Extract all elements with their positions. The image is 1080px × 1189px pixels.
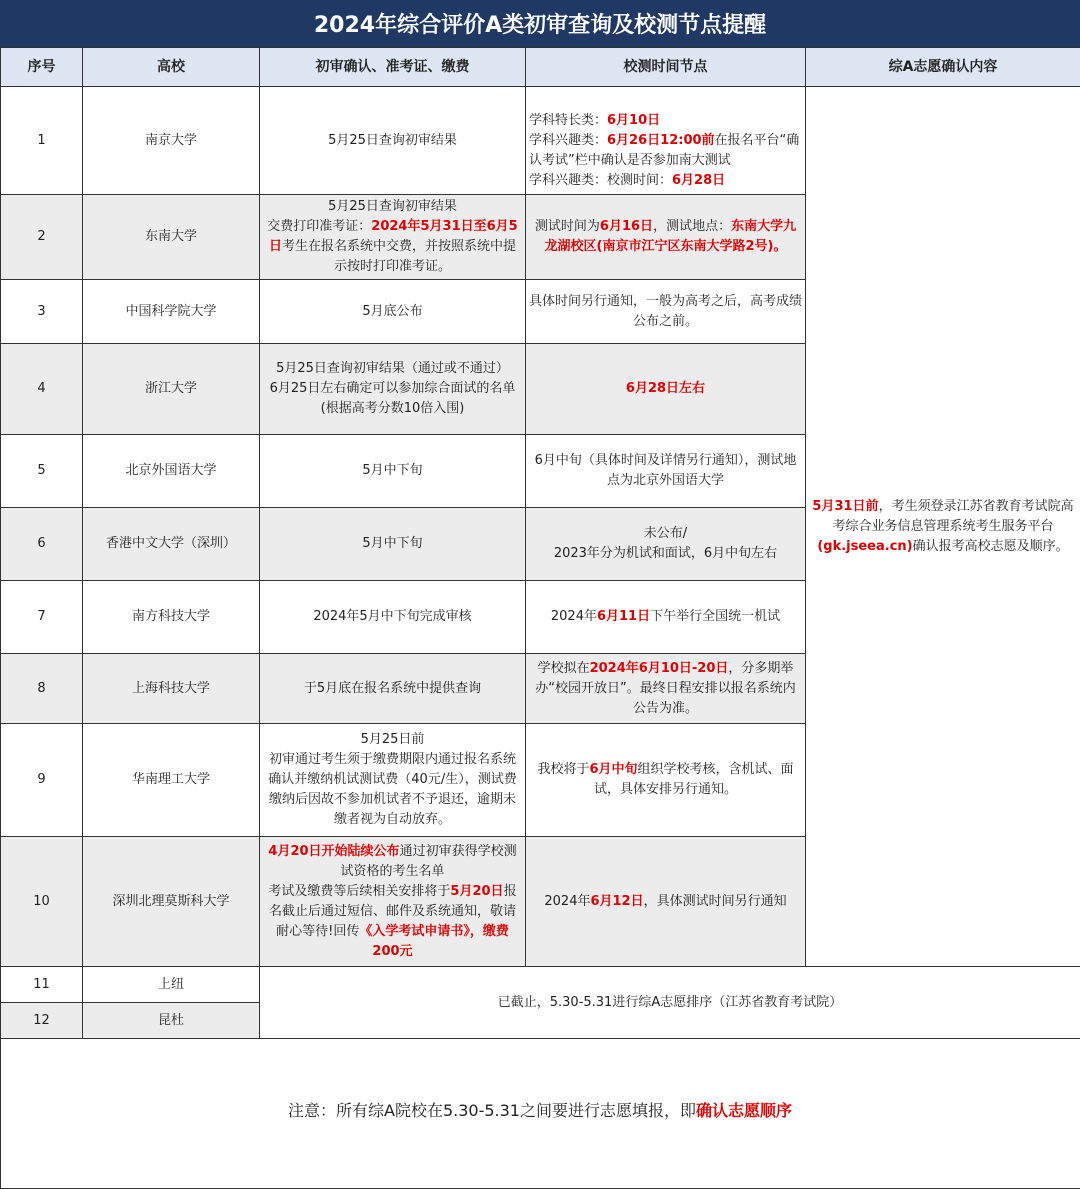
cell-no: 5 xyxy=(1,435,83,508)
review-text: 5月中下旬 xyxy=(362,536,422,551)
cell-no: 2 xyxy=(1,195,83,280)
test-text: ，具体测试时间另行通知 xyxy=(644,894,787,909)
cell-no: 8 xyxy=(1,654,83,724)
cell-school: 东南大学 xyxy=(83,195,260,280)
cell-no: 9 xyxy=(1,724,83,837)
cell-confirm xyxy=(806,87,1080,967)
test-text: 学校拟在 xyxy=(538,661,590,676)
review-text: 5月25日查询初审结果 xyxy=(328,133,457,148)
footer-prefix: 注意：所有综A院校在5.30-5.31之间要进行志愿填报，即 xyxy=(288,1101,696,1120)
cell-school: 上纽 xyxy=(83,967,260,1003)
cell-no: 12 xyxy=(1,1003,83,1039)
test-text: 测试时间为 xyxy=(535,219,600,234)
test-text: 我校将于 xyxy=(537,762,589,777)
footer-highlight: 确认志愿顺序 xyxy=(696,1101,792,1120)
test-text: 2024年 xyxy=(544,894,590,909)
page-title: 2024年综合评价A类初审查询及校测节点提醒 xyxy=(0,0,1080,47)
header-row xyxy=(1,48,1080,87)
review-text: 5月25日查询初审结果（通过或不通过） xyxy=(276,361,509,376)
cell-review xyxy=(260,195,526,280)
test-text: 学科兴趣类：校测时间： xyxy=(529,173,672,188)
cell-no: 6 xyxy=(1,508,83,581)
review-text: 报名截止后通过短信、邮件及系统通知，敬请耐心等待!回传 xyxy=(269,884,517,939)
cell-test xyxy=(526,195,806,280)
cell-no: 4 xyxy=(1,344,83,435)
cell-review xyxy=(260,87,526,195)
review-text: 5月底公布 xyxy=(362,304,422,319)
confirm-text: (gk.jseea.cn) xyxy=(817,539,912,554)
cell-test xyxy=(526,280,806,344)
test-text: 6月16日 xyxy=(600,219,653,234)
cell-review xyxy=(260,280,526,344)
test-text: 2024年 xyxy=(551,609,597,624)
test-text: 2024年6月10日-20日 xyxy=(590,661,729,676)
review-text: 交费打印准考证： xyxy=(267,219,371,234)
cell-review xyxy=(260,654,526,724)
test-text: 6月12日 xyxy=(590,894,643,909)
table-row xyxy=(1,87,1080,195)
test-text: 6月26日12:00前 xyxy=(607,133,715,148)
cell-test xyxy=(526,724,806,837)
cell-school: 浙江大学 xyxy=(83,344,260,435)
cell-no: 7 xyxy=(1,581,83,654)
cell-school: 南京大学 xyxy=(83,87,260,195)
header-no: 序号 xyxy=(1,48,83,87)
cell-school: 北京外国语大学 xyxy=(83,435,260,508)
cell-closed-note: 已截止，5.30-5.31进行综A志愿排序（江苏省教育考试院） xyxy=(260,967,1080,1039)
cell-test xyxy=(526,508,806,581)
review-text: 2024年5月31日至6月5日 xyxy=(269,219,518,254)
review-text: 5月25日查询初审结果 xyxy=(328,199,457,214)
confirm-text: 确认报考高校志愿及顺序。 xyxy=(913,539,1069,554)
test-text: 下午举行全国统一机试 xyxy=(650,609,780,624)
cell-review xyxy=(260,344,526,435)
test-text: 学科兴趣类： xyxy=(529,133,607,148)
confirm-text: 5月31日前 xyxy=(812,499,878,514)
header-school: 高校 xyxy=(83,48,260,87)
cell-school: 昆杜 xyxy=(83,1003,260,1039)
review-text: 考试及缴费等后续相关安排将于 xyxy=(268,884,450,899)
schedule-table xyxy=(0,47,1080,1189)
cell-test xyxy=(526,837,806,967)
cell-no: 1 xyxy=(1,87,83,195)
confirm-text: ，考生须登录江苏省教育考试院高考综合业务信息管理系统考生服务平台 xyxy=(832,499,1073,534)
cell-no: 11 xyxy=(1,967,83,1003)
test-text: 6月中旬 xyxy=(589,762,637,777)
test-text: 6月28日 xyxy=(672,173,725,188)
header-test: 校测时间节点 xyxy=(526,48,806,87)
cell-test xyxy=(526,87,806,195)
test-text: 6月中旬（具体时间及详情另行通知），测试地点为北京外国语大学 xyxy=(535,453,797,488)
review-text: (根据高考分数10倍入围) xyxy=(321,401,465,416)
cell-review xyxy=(260,508,526,581)
cell-school: 上海科技大学 xyxy=(83,654,260,724)
test-text: 东南大学九龙湖校区(南京市江宁区东南大学路2号)。 xyxy=(545,219,797,254)
review-text: 考生在报名系统中交费，并按照系统中提示按时打印准考证。 xyxy=(282,239,516,274)
cell-review xyxy=(260,435,526,508)
cell-school: 华南理工大学 xyxy=(83,724,260,837)
footer-note xyxy=(0,1098,1080,1121)
review-text: 5月25日前 xyxy=(361,732,425,747)
review-text: 6月25日左右确定可以参加综合面试的名单 xyxy=(270,381,516,396)
test-text: 组织学校考核，含机试、面试，具体安排另行通知。 xyxy=(594,762,794,797)
cell-test xyxy=(526,581,806,654)
test-text: 6月11日 xyxy=(597,609,650,624)
test-text: 2023年分为机试和面试，6月中旬左右 xyxy=(554,546,777,561)
review-text: 初审通过考生须于缴费期限内通过报名系统确认并缴纳机试测试费（40元/生），测试费缴纳后因故不参加机试者不予退还，逾期未缴者视为自动放弃。 xyxy=(268,752,516,827)
cell-review xyxy=(260,724,526,837)
test-text: ，测试地点： xyxy=(653,219,731,234)
review-text: 4月20日开始陆续公布 xyxy=(268,844,399,859)
test-text: 6月10日 xyxy=(607,113,660,128)
header-review: 初审确认、准考证、缴费 xyxy=(260,48,526,87)
review-text: 5月中下旬 xyxy=(362,463,422,478)
test-text: 在报名平台“确认考试”栏中确认是否参加南大测试 xyxy=(529,133,799,168)
cell-no: 3 xyxy=(1,280,83,344)
cell-test xyxy=(526,344,806,435)
test-text: 具体时间另行通知，一般为高考之后，高考成绩公布之前。 xyxy=(529,294,802,329)
review-text: 《入学考试申请书》，缴费200元 xyxy=(359,924,509,959)
cell-school: 中国科学院大学 xyxy=(83,280,260,344)
header-confirm: 综A志愿确认内容 xyxy=(806,48,1080,87)
cell-school: 深圳北理莫斯科大学 xyxy=(83,837,260,967)
cell-no: 10 xyxy=(1,837,83,967)
review-text: 于5月底在报名系统中提供查询 xyxy=(304,681,481,696)
cell-test xyxy=(526,654,806,724)
cell-test xyxy=(526,435,806,508)
cell-review xyxy=(260,837,526,967)
test-text: 学科特长类： xyxy=(529,113,607,128)
cell-school: 南方科技大学 xyxy=(83,581,260,654)
test-text: 6月28日左右 xyxy=(626,381,705,396)
review-text: 通过初审获得学校测试资格的考生名单 xyxy=(340,844,516,879)
test-text: 未公布/ xyxy=(644,526,687,541)
cell-school: 香港中文大学（深圳） xyxy=(83,508,260,581)
cell-review xyxy=(260,581,526,654)
table-row xyxy=(1,967,1080,1003)
review-text: 5月20日 xyxy=(450,884,503,899)
review-text: 2024年5月中下旬完成审核 xyxy=(313,609,471,624)
test-text: ，分多期举办“校园开放日”。最终日程安排以报名系统内公告为准。 xyxy=(535,661,795,716)
